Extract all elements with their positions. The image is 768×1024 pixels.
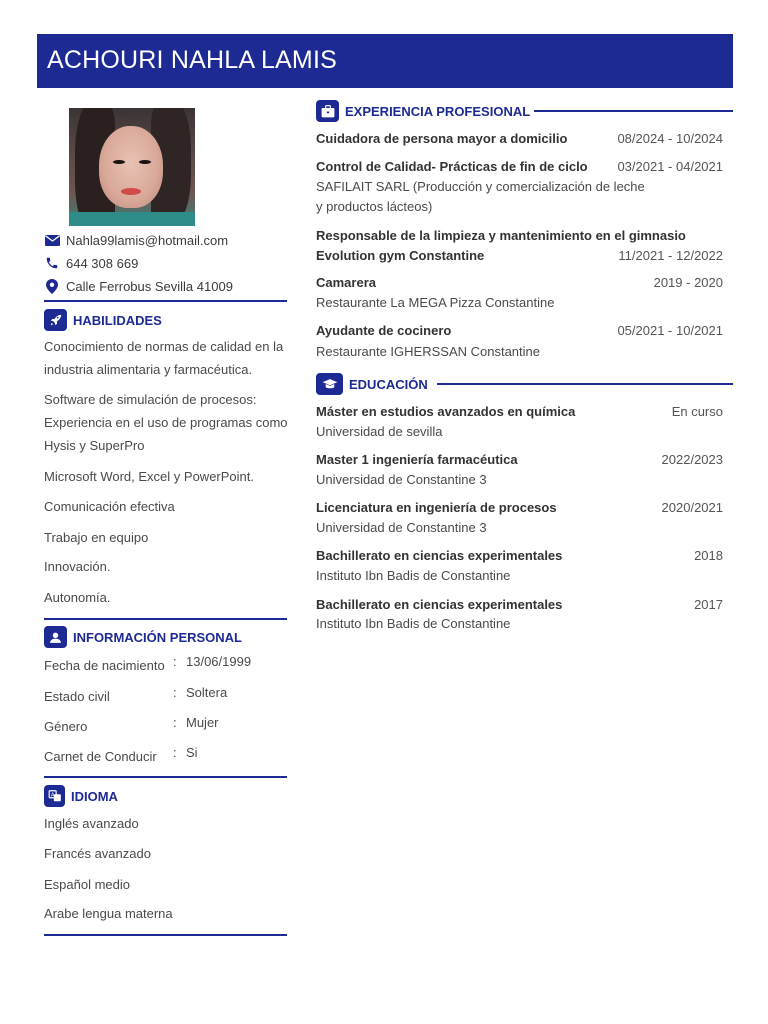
language-item: Francés avanzado — [44, 846, 151, 861]
skill-item: Innovación. — [44, 559, 111, 574]
profile-photo — [69, 108, 195, 226]
education-institution: Instituto Ibn Badis de Constantine — [316, 616, 511, 631]
rocket-icon — [44, 309, 67, 331]
divider — [44, 618, 287, 620]
experience-heading: EXPERIENCIA PROFESIONAL — [316, 100, 530, 122]
education-title: Máster en estudios avanzados en química — [316, 404, 576, 419]
education-heading: EDUCACIÓN — [316, 373, 428, 395]
education-institution: Universidad de Constantine 3 — [316, 520, 487, 535]
education-date: 2020/2021 — [661, 500, 723, 515]
skill-item: Comunicación efectiva — [44, 499, 175, 514]
divider — [44, 934, 287, 936]
experience-date: 08/2024 - 10/2024 — [617, 131, 723, 146]
user-icon — [44, 626, 67, 648]
header-banner — [37, 34, 733, 88]
phone-icon — [44, 255, 60, 271]
language-item: Arabe lengua materna — [44, 906, 173, 921]
experience-title: Evolution gym Constantine — [316, 248, 485, 263]
skill-item: Software de simulación de procesos: Experiencia en el uso de programas como Hysis y SuperPro — [44, 392, 288, 453]
education-date: En curso — [671, 404, 723, 419]
divider — [44, 776, 287, 778]
education-title: Master 1 ingeniería farmacéutica — [316, 452, 518, 467]
education-title: Bachillerato en ciencias experimentales — [316, 548, 563, 563]
contact-address — [44, 277, 233, 295]
experience-company: SAFILAIT SARL (Producción y comercialización de leche — [316, 179, 645, 194]
experience-date: 2019 - 2020 — [653, 275, 723, 290]
education-title: Bachillerato en ciencias experimentales — [316, 597, 563, 612]
location-pin-icon — [44, 278, 60, 294]
language-item: Inglés avanzado — [44, 816, 139, 831]
contact-email — [44, 231, 228, 249]
education-date: 2022/2023 — [661, 452, 723, 467]
experience-date: 11/2021 - 12/2022 — [618, 248, 723, 263]
skill-item: Trabajo en equipo — [44, 530, 149, 545]
translate-icon — [44, 785, 65, 807]
divider — [44, 300, 287, 302]
experience-title: Ayudante de cocinero — [316, 323, 452, 338]
experience-date: 05/2021 - 10/2021 — [617, 323, 723, 338]
phone-text: 644 308 669 — [66, 255, 139, 271]
experience-date: 03/2021 - 04/2021 — [617, 159, 723, 174]
personal-info-heading: INFORMACIÓN PERSONAL — [44, 626, 242, 648]
experience-title: Camarera — [316, 275, 376, 290]
experience-title: Control de Calidad- Prácticas de fin de ciclo — [316, 159, 588, 174]
language-item: Español medio — [44, 877, 130, 892]
svg-text:A: A — [50, 792, 55, 799]
address-text: Calle Ferrobus Sevilla 41009 — [66, 278, 233, 294]
contact-phone — [44, 254, 138, 272]
skill-item: Conocimiento de normas de calidad en la industria alimentaria y farmacéutica. — [44, 339, 284, 377]
divider — [437, 383, 733, 385]
experience-company: Restaurante La MEGA Pizza Constantine — [316, 295, 555, 310]
education-date: 2017 — [694, 597, 723, 612]
education-date: 2018 — [694, 548, 723, 563]
envelope-icon — [44, 232, 60, 248]
skills-heading: HABILIDADES — [44, 309, 162, 331]
education-title: Licenciatura en ingeniería de procesos — [316, 500, 557, 515]
education-institution: Universidad de sevilla — [316, 424, 443, 439]
email-text[interactable]: Nahla99lamis@hotmail.com — [66, 232, 229, 248]
languages-heading: A IDIOMA — [44, 785, 118, 807]
full-name: ACHOURI NAHLA LAMIS — [47, 46, 337, 74]
education-institution: Universidad de Constantine 3 — [316, 472, 487, 487]
divider — [534, 110, 733, 112]
education-institution: Instituto Ibn Badis de Constantine — [316, 568, 511, 583]
briefcase-icon — [316, 100, 339, 122]
skill-item: Microsoft Word, Excel y PowerPoint. — [44, 469, 254, 484]
skill-item: Autonomía. — [44, 590, 111, 605]
experience-company: y productos lácteos) — [316, 199, 433, 214]
graduation-cap-icon — [316, 373, 343, 395]
experience-company: Restaurante IGHERSSAN Constantine — [316, 344, 540, 359]
experience-title: Cuidadora de persona mayor a domicilio — [316, 131, 568, 146]
experience-title: Responsable de la limpieza y mantenimiento en el gimnasio — [316, 228, 686, 243]
